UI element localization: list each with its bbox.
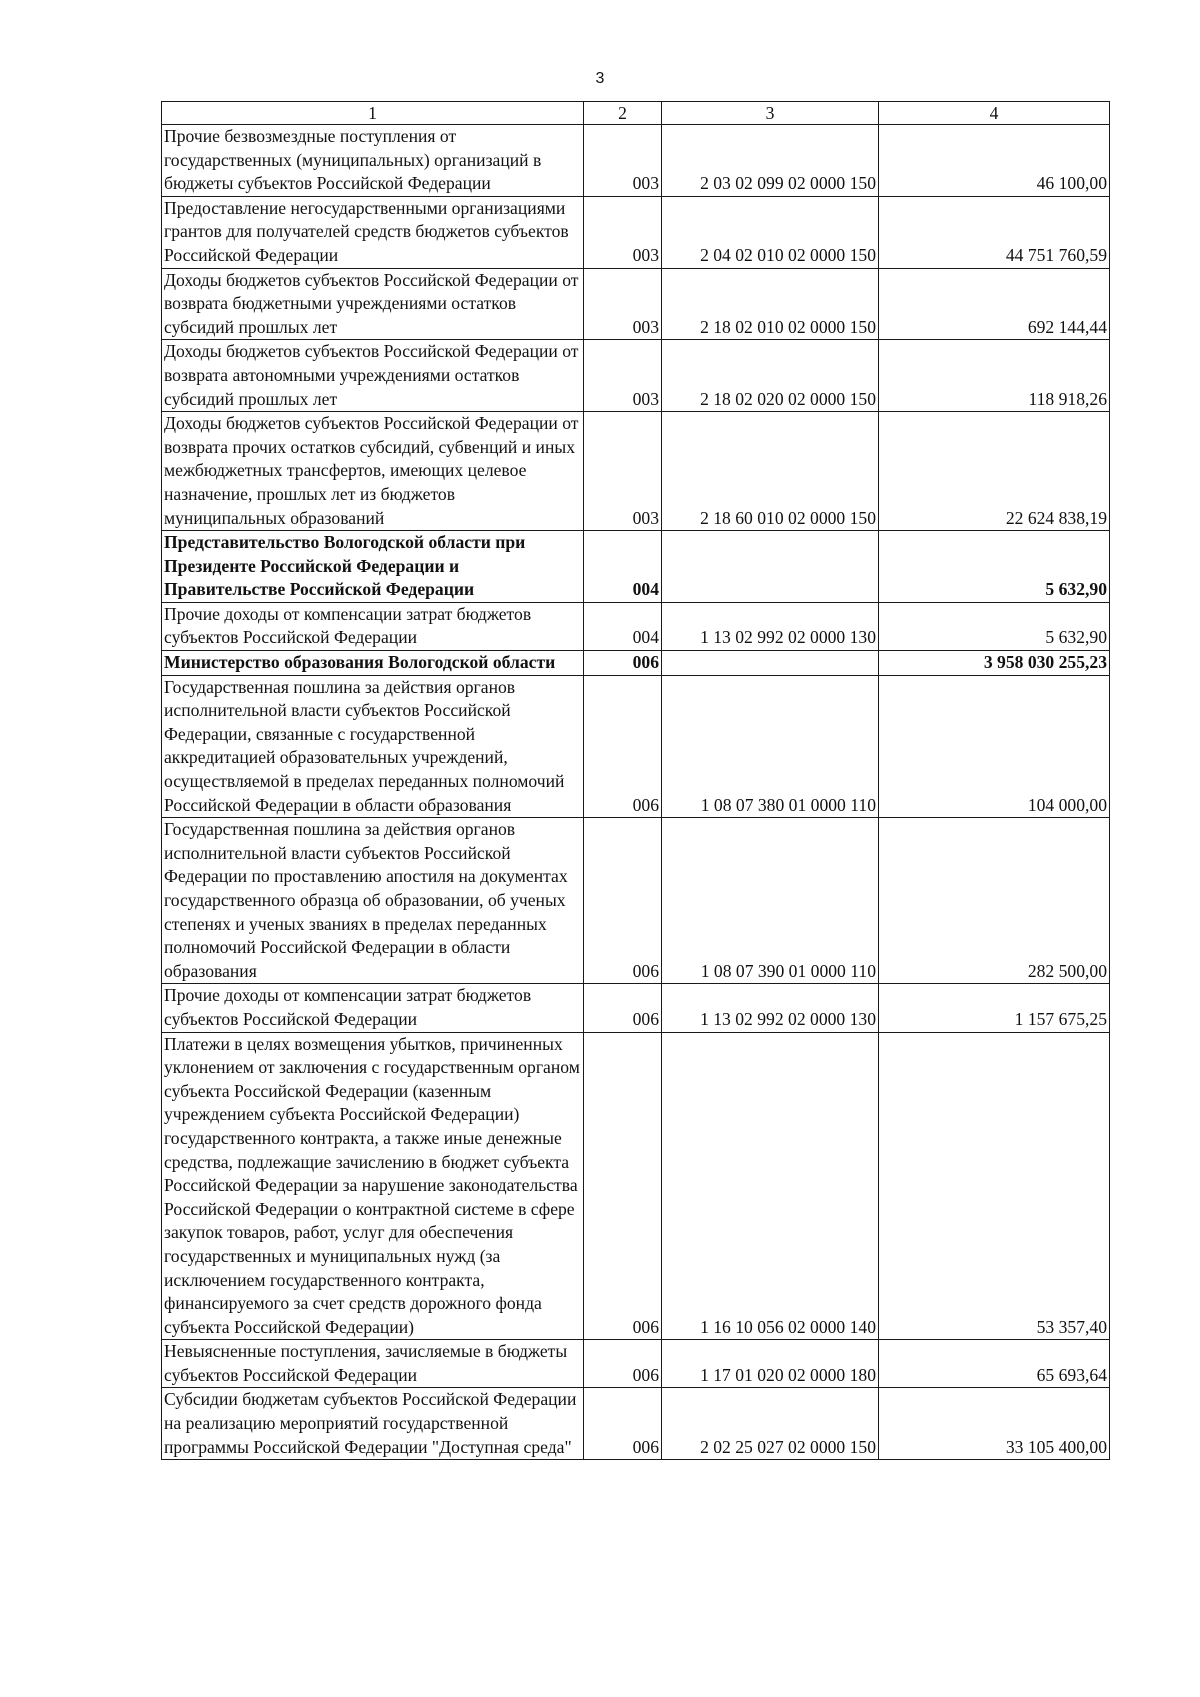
row-name-cell: Прочие доходы от компенсации затрат бюджетов субъектов Российской Федерации [162,602,584,650]
row-amount-cell: 282 500,00 [879,818,1110,984]
row-kbk-cell: 1 17 01 020 02 0000 180 [662,1340,879,1388]
row-kbk-cell: 1 08 07 390 01 0000 110 [662,818,879,984]
row-code-cell: 006 [584,1340,662,1388]
table-row [162,984,1110,1032]
table-row [162,675,1110,818]
row-code-cell: 003 [584,196,662,268]
table-row [162,412,1110,531]
row-amount-cell: 46 100,00 [879,125,1110,197]
revenue-table [161,101,1110,1460]
table-row [162,1388,1110,1460]
row-kbk-cell: 1 08 07 380 01 0000 110 [662,675,879,818]
column-header-1: 1 [162,102,584,125]
column-header-4: 4 [879,102,1110,125]
row-name-cell: Государственная пошлина за действия органов исполнительной власти субъектов Российской Федерации, связанные с государственной аккредитацией образовательных учреждений, осуществляемой в пределах переданных полномочий Российской Федерации в области образования [162,675,584,818]
row-code-cell: 003 [584,268,662,340]
row-code-cell: 003 [584,412,662,531]
row-name-cell: Министерство образования Вологодской области [162,651,584,676]
row-code-cell: 003 [584,125,662,197]
row-amount-cell: 53 357,40 [879,1032,1110,1340]
row-amount-cell: 1 157 675,25 [879,984,1110,1032]
row-amount-cell: 5 632,90 [879,602,1110,650]
row-amount-cell: 692 144,44 [879,268,1110,340]
row-kbk-cell: 2 18 60 010 02 0000 150 [662,412,879,531]
row-code-cell: 003 [584,340,662,412]
row-amount-cell: 5 632,90 [879,531,1110,603]
row-amount-cell: 65 693,64 [879,1340,1110,1388]
column-header-3: 3 [662,102,879,125]
row-kbk-cell: 1 13 02 992 02 0000 130 [662,984,879,1032]
row-amount-cell: 22 624 838,19 [879,412,1110,531]
row-amount-cell: 44 751 760,59 [879,196,1110,268]
table-row [162,196,1110,268]
table-header-row [162,102,1110,125]
row-kbk-cell [662,651,879,676]
table-row [162,1340,1110,1388]
row-code-cell: 004 [584,602,662,650]
row-name-cell: Прочие безвозмездные поступления от государственных (муниципальных) организаций в бюджеты субъектов Российской Федерации [162,125,584,197]
row-code-cell: 006 [584,818,662,984]
row-kbk-cell: 2 02 25 027 02 0000 150 [662,1388,879,1460]
table-row [162,340,1110,412]
row-code-cell: 006 [584,984,662,1032]
row-name-cell: Представительство Вологодской области при Президенте Российской Федерации и Правительстве Российской Федерации [162,531,584,603]
row-amount-cell: 104 000,00 [879,675,1110,818]
table-row-section [162,531,1110,603]
table-row [162,818,1110,984]
table-row [162,268,1110,340]
row-name-cell: Государственная пошлина за действия органов исполнительной власти субъектов Российской Федерации по проставлению апостиля на документах государственного образца об образовании, об ученых степенях и ученых званиях в пределах переданных полномочий Российской Федерации в области образования [162,818,584,984]
row-name-cell: Предоставление негосударственными организациями грантов для получателей средств бюджетов субъектов Российской Федерации [162,196,584,268]
page-number: 3 [595,70,605,87]
row-name-cell: Прочие доходы от компенсации затрат бюджетов субъектов Российской Федерации [162,984,584,1032]
row-amount-cell: 3 958 030 255,23 [879,651,1110,676]
row-code-cell: 006 [584,1032,662,1340]
row-kbk-cell: 1 13 02 992 02 0000 130 [662,602,879,650]
row-kbk-cell: 2 04 02 010 02 0000 150 [662,196,879,268]
table-body [162,125,1110,1460]
table-row [162,1032,1110,1340]
table-row [162,125,1110,197]
row-name-cell: Доходы бюджетов субъектов Российской Федерации от возврата прочих остатков субсидий, субвенций и иных межбюджетных трансфертов, имеющих целевое назначение, прошлых лет из бюджетов муниципальных образований [162,412,584,531]
row-kbk-cell: 1 16 10 056 02 0000 140 [662,1032,879,1340]
row-name-cell: Субсидии бюджетам субъектов Российской Федерации на реализацию мероприятий государственной программы Российской Федерации "Доступная среда" [162,1388,584,1460]
row-name-cell: Платежи в целях возмещения убытков, причиненных уклонением от заключения с государственным органом субъекта Российской Федерации (казенным учреждением субъекта Российской Федерации) государственного контракта, а также иные денежные средства, подлежащие зачислению в бюджет субъекта Российской Федерации за нарушение законодательства Российской Федерации о контрактной системе в сфере закупок товаров, работ, услуг для обеспечения государственных и муниципальных нужд (за исключением государственного контракта, финансируемого за счет средств дорожного фонда субъекта Российской Федерации) [162,1032,584,1340]
row-name-cell: Доходы бюджетов субъектов Российской Федерации от возврата бюджетными учреждениями остатков субсидий прошлых лет [162,268,584,340]
row-kbk-cell [662,531,879,603]
table-row-section [162,651,1110,676]
row-name-cell: Доходы бюджетов субъектов Российской Федерации от возврата автономными учреждениями остатков субсидий прошлых лет [162,340,584,412]
column-header-2: 2 [584,102,662,125]
row-code-cell: 006 [584,1388,662,1460]
row-kbk-cell: 2 18 02 010 02 0000 150 [662,268,879,340]
row-kbk-cell: 2 03 02 099 02 0000 150 [662,125,879,197]
row-kbk-cell: 2 18 02 020 02 0000 150 [662,340,879,412]
table-row [162,602,1110,650]
row-amount-cell: 118 918,26 [879,340,1110,412]
row-name-cell: Невыясненные поступления, зачисляемые в бюджеты субъектов Российской Федерации [162,1340,584,1388]
row-code-cell: 006 [584,651,662,676]
row-amount-cell: 33 105 400,00 [879,1388,1110,1460]
row-code-cell: 006 [584,675,662,818]
row-code-cell: 004 [584,531,662,603]
